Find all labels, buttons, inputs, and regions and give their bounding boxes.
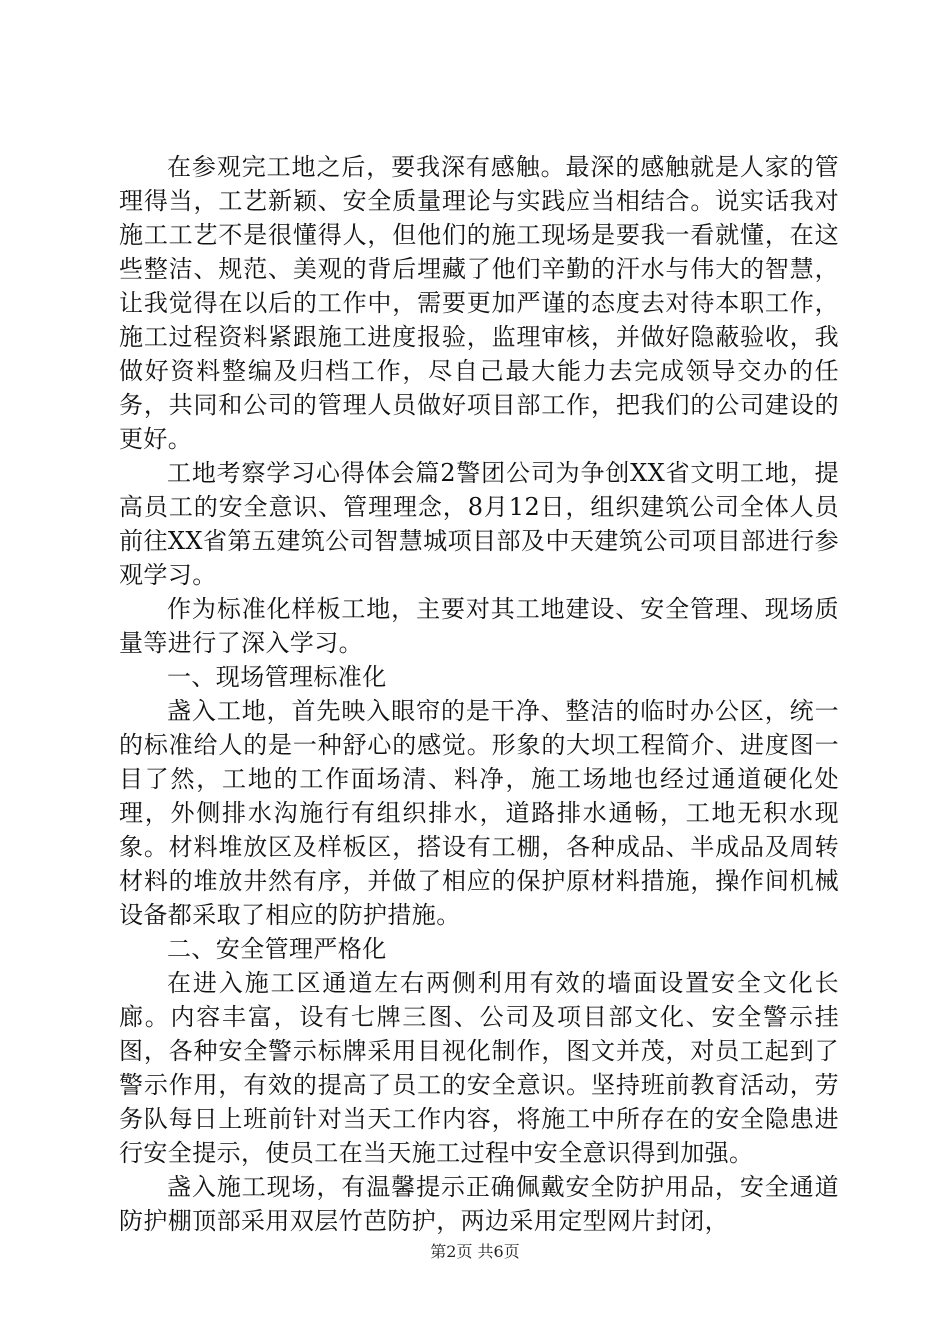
section-heading-safety-management: 二、安全管理严格化 (167, 935, 387, 963)
paragraph-site-visit-reflection: 在参观完工地之后，要我深有感触。最深的感触就是人家的管理得当，工艺新颖、安全质量理论与实践应当相结合。说实话我对施工工艺不是很懂得人，但他们的施工现场是要我一看就懂，在这些整洁、规范、美观的背后埋藏了他们辛勤的汗水与伟大的智慧，让我觉得在以后的工作中，需要更加严谨的态度去对待本职工作，施工过程资料紧跟施工进度报验，监理审核，并做好隐蔽验收，我做好资料整编及归档工作，尽自己最大能力去完成领导交办的任务，共同和公司的管理人员做好项目部工作，把我们的公司建设的更好。 (119, 153, 839, 453)
page-number-footer: 第2页 共6页 (430, 1242, 520, 1261)
paragraph-safety-culture: 在进入施工区通道左右两侧利用有效的墙面设置安全文化长廊。内容丰富，设有七牌三图、公司及项目部文化、安全警示挂图，各种安全警示标牌采用目视化制作，图文并茂，对员工起到了警示作用，有效的提高了员工的安全意识。坚持班前教育活动，劳务队每日上班前针对当天工作内容，将施工中所存在的安全隐患进行安全提示，使员工在当天施工过程中安全意识得到加强。 (119, 969, 839, 1167)
paragraph-site-management: 盏入工地，首先映入眼帘的是干净、整洁的临时办公区，统一的标准给人的是一种舒心的感觉。形象的大坝工程简介、进度图一目了然，工地的工作面场清、料净，施工场地也经过通道硬化处理，外侧排水沟施行有组织排水，道路排水通畅，工地无积水现象。材料堆放区及样板区，搭设有工棚，各种成品、半成品及周转材料的堆放井然有序，并做了相应的保护原材料措施，操作间机械设备都采取了相应的防护措施。 (119, 697, 839, 929)
paragraph-standard-site: 作为标准化样板工地，主要对其工地建设、安全管理、现场质量等进行了深入学习。 (119, 595, 839, 657)
section-heading-site-management: 一、现场管理标准化 (167, 663, 387, 691)
document-body (119, 150, 839, 1238)
paragraph-safety-protection: 盏入施工现场，有温馨提示正确佩戴安全防护用品，安全通道防护棚顶部采用双层竹芭防护，两边采用定型网片封闭， (119, 1173, 839, 1235)
paragraph-article-2-intro: 工地考察学习心得体会篇2警团公司为争创XX省文明工地，提高员工的安全意识、管理理念，8月12日，组织建筑公司全体人员前往XX省第五建筑公司智慧城项目部及中天建筑公司项目部进行参观学习。 (119, 459, 839, 589)
